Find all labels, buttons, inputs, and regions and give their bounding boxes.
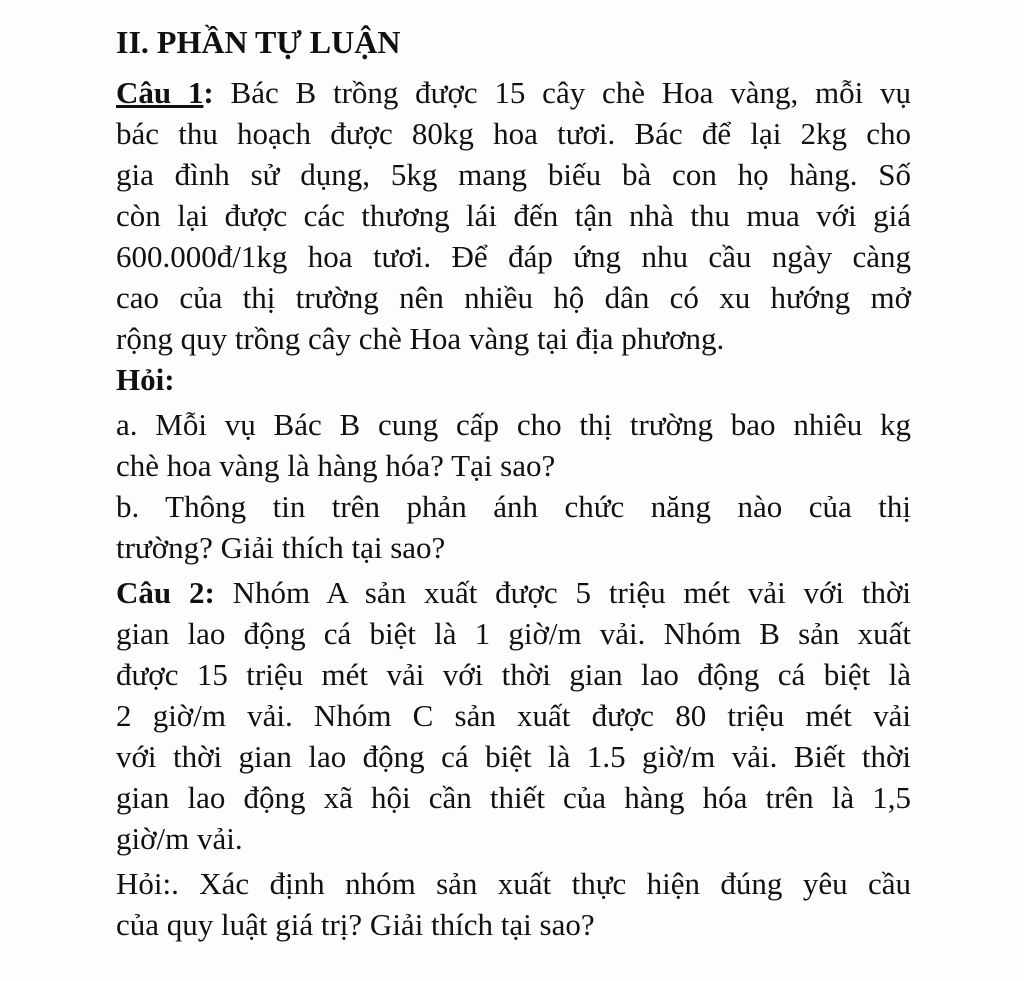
- question-1-line-2: bác thu hoạch được 80kg hoa tươi. Bác để lại 2kg cho: [116, 116, 911, 151]
- question-2-line-5: với thời gian lao động cá biệt là 1.5 giờ/m vải. Biết thời: [116, 739, 911, 774]
- question-1a-line-1: a. Mỗi vụ Bác B cung cấp cho thị trường bao nhiêu kg: [116, 407, 911, 442]
- question-1-label-colon: :: [203, 75, 214, 110]
- question-2-line-1: Câu 2: Nhóm A sản xuất được 5 triệu mét vải với thời: [116, 575, 911, 610]
- question-1-line-3: gia đình sử dụng, 5kg mang biếu bà con họ hàng. Số: [116, 157, 911, 192]
- question-1-ask-label: Hỏi:: [116, 362, 175, 397]
- question-2-label: Câu 2:: [116, 575, 215, 610]
- question-1-line-7: rộng quy trồng cây chè Hoa vàng tại địa phương.: [116, 321, 725, 356]
- question-2-ask-line-2: của quy luật giá trị? Giải thích tại sao?: [116, 907, 595, 942]
- question-1b-line-1: b. Thông tin trên phản ánh chức năng nào của thị: [116, 489, 911, 524]
- question-1-line-1: Câu 1: Bác B trồng được 15 cây chè Hoa vàng, mỗi vụ: [116, 75, 911, 110]
- question-2-line-2: gian lao động cá biệt là 1 giờ/m vải. Nhóm B sản xuất: [116, 616, 911, 651]
- question-1-label: Câu 1: [116, 75, 204, 110]
- question-2-line-3: được 15 triệu mét vải với thời gian lao động cá biệt là: [116, 657, 911, 692]
- question-2-ask-line-1: Hỏi:. Xác định nhóm sản xuất thực hiện đúng yêu cầu: [116, 866, 911, 901]
- question-1-line-6: cao của thị trường nên nhiều hộ dân có xu hướng mở: [116, 280, 911, 315]
- question-2-line-6: gian lao động xã hội cần thiết của hàng hóa trên là 1,5: [116, 780, 911, 815]
- question-1b-line-2: trường? Giải thích tại sao?: [116, 530, 446, 565]
- question-2-line-7: giờ/m vải.: [116, 821, 243, 856]
- section-title: II. PHẦN TỰ LUẬN: [116, 24, 401, 60]
- question-2-line-4: 2 giờ/m vải. Nhóm C sản xuất được 80 triệu mét vải: [116, 698, 911, 733]
- question-1-line-5: 600.000đ/1kg hoa tươi. Để đáp ứng nhu cầu ngày càng: [116, 239, 911, 274]
- question-1a-line-2: chè hoa vàng là hàng hóa? Tại sao?: [116, 448, 556, 483]
- question-1-line-4: còn lại được các thương lái đến tận nhà thu mua với giá: [116, 198, 911, 233]
